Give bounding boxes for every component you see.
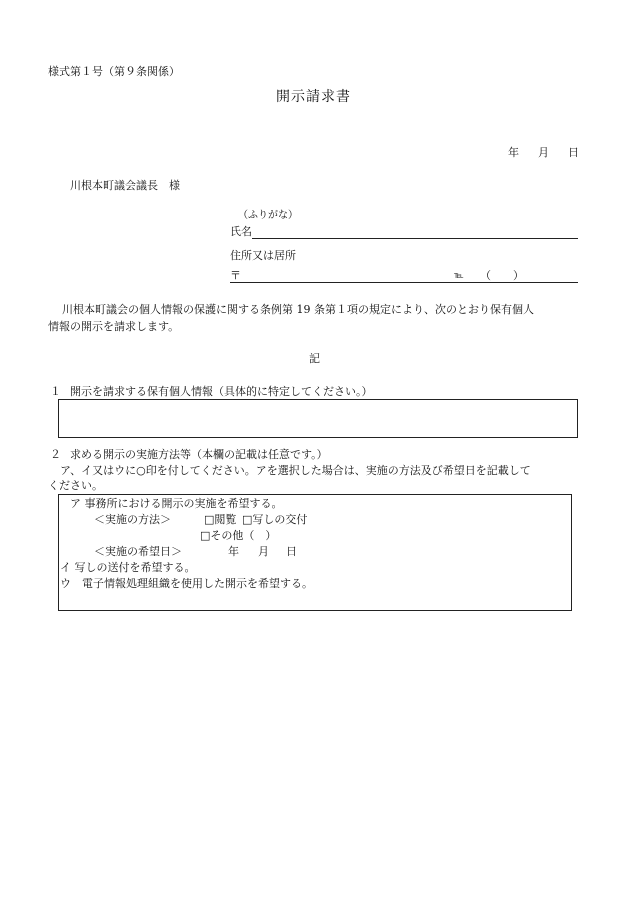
section2-note-line-2: ください。: [48, 479, 103, 492]
tel-label: ℡: [454, 271, 464, 281]
desired-date-year: 年: [228, 545, 239, 558]
form-number: 様式第１号（第９条関係）: [48, 65, 180, 78]
addressee: 川根本町議会議長 様: [70, 179, 180, 192]
section1-input-box[interactable]: [58, 399, 578, 438]
section1-number: １: [50, 385, 61, 398]
desired-date-label: ＜実施の希望日＞: [94, 545, 182, 558]
date-month-label: 月: [538, 146, 549, 159]
option-a[interactable]: ア 事務所における開示の実施を希望する。: [70, 497, 283, 510]
address-label: 住所又は居所: [230, 249, 296, 262]
method-view-checkbox[interactable]: □閲覧: [204, 513, 237, 526]
intro-line-2: 情報の開示を請求します。: [48, 320, 180, 333]
postal-mark: 〒: [230, 269, 241, 282]
desired-date-month: 月: [258, 545, 269, 558]
section2-number: ２: [50, 448, 61, 461]
desired-date-day: 日: [286, 545, 297, 558]
intro-line-1: 川根本町議会の個人情報の保護に関する条例第 19 条第１項の規定により、次のとおり保有個人: [62, 303, 534, 316]
address-field[interactable]: [230, 282, 578, 283]
method-other-checkbox[interactable]: □その他（ ）: [200, 529, 277, 542]
method-label: ＜実施の方法＞: [94, 513, 171, 526]
option-u[interactable]: ウ 電子情報処理組織を使用した開示を希望する。: [60, 577, 313, 590]
furigana-label: （ふりがな）: [238, 210, 298, 221]
page-title: 開示請求書: [276, 89, 351, 105]
section2-label: 求める開示の実施方法等（本欄の記載は任意です。）: [70, 448, 328, 461]
name-field[interactable]: [252, 238, 578, 239]
section2-note-line-1: ア、イ又はウに○印を付してください。アを選択した場合は、実施の方法及び希望日を記載して: [60, 464, 531, 477]
tel-parens: （ ）: [480, 269, 524, 282]
date-day-label: 日: [568, 146, 579, 159]
method-copy-checkbox[interactable]: □写しの交付: [242, 513, 308, 526]
ki-heading: 記: [309, 352, 320, 365]
section1-label: 開示を請求する保有個人情報（具体的に特定してください。）: [70, 385, 373, 398]
date-year-label: 年: [508, 146, 519, 159]
option-i[interactable]: イ 写しの送付を希望する。: [60, 561, 196, 574]
name-label: 氏名: [230, 225, 252, 238]
